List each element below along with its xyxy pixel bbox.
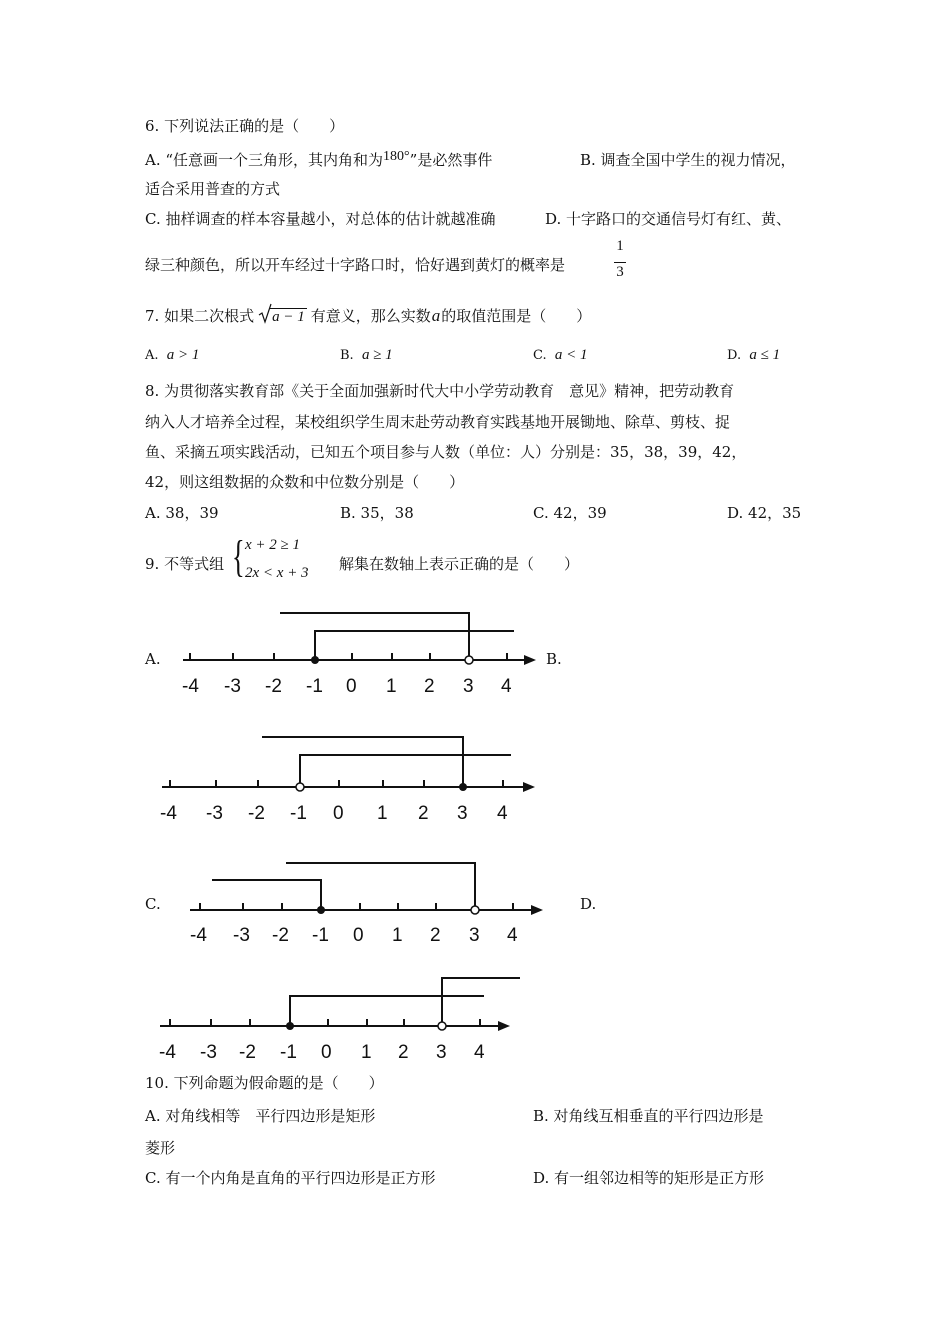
tick-label: -1 xyxy=(306,676,323,697)
q9-label-d: D. xyxy=(580,895,597,913)
solution-bracket-left xyxy=(290,996,484,1026)
q8-line4: 42，则这组数据的众数和中位数分别是（ ） xyxy=(145,473,465,491)
tick-label: 0 xyxy=(346,676,357,697)
tick-label: -2 xyxy=(248,803,265,824)
q6-option-d-line1: D. 十字路口的交通信号灯有红、黄、 xyxy=(545,210,792,228)
q10-option-b-line1: B. 对角线互相垂直的平行四边形是 xyxy=(533,1107,764,1125)
q7-option-a-expr: a > 1 xyxy=(166,347,200,363)
sqrt-radicand: a − 1 xyxy=(272,309,305,325)
q7-option-d-label: D. xyxy=(727,348,742,363)
q6-option-c: C. 抽样调查的样本容量越小，对总体的估计就越准确 xyxy=(145,210,496,228)
q7-variable: a xyxy=(431,306,441,325)
q6-stem: 6. 下列说法正确的是（ ） xyxy=(145,117,345,135)
tick-label: -4 xyxy=(182,676,199,697)
tick-label: -2 xyxy=(239,1042,256,1063)
q6-option-b-line2: 适合采用普查的方式 xyxy=(145,180,281,198)
q7-option-c-expr: a < 1 xyxy=(554,347,588,363)
q8-line2: 纳入人才培养全过程，某校组织学生周末赴劳动教育实践基地开展锄地、除草、剪枝、捉 xyxy=(145,413,731,431)
q9-inequality-1: x + 2 ≥ 1 xyxy=(245,537,301,553)
tick-label: 1 xyxy=(392,925,403,946)
q6-option-d-line2: 绿三种颜色，所以开车经过十字路口时，恰好遇到黄灯的概率是 xyxy=(145,256,566,274)
tick-label: 1 xyxy=(386,676,397,697)
tick-label: 4 xyxy=(497,803,508,824)
left-brace: { xyxy=(232,532,245,581)
q10-option-a: A. 对角线相等 平行四边形是矩形 xyxy=(145,1107,376,1125)
q6-option-a-text2: ”是必然事件 xyxy=(409,151,493,169)
tick-label: 4 xyxy=(501,676,512,697)
q9-inequality-2: 2x < x + 3 xyxy=(245,565,309,581)
axis-arrow-icon xyxy=(498,1021,510,1031)
q10-option-c: C. 有一个内角是直角的平行四边形是正方形 xyxy=(145,1169,436,1187)
tick-label: 1 xyxy=(361,1042,372,1063)
q10-option-d: D. 有一组邻边相等的矩形是正方形 xyxy=(533,1169,765,1187)
q9-stem-text2: 解集在数轴上表示正确的是（ ） xyxy=(339,555,580,573)
tick-label: -4 xyxy=(190,925,207,946)
tick-label: -4 xyxy=(160,803,177,824)
q7-stem-text3: 的取值范围是（ ） xyxy=(441,307,592,325)
tick-label: 3 xyxy=(457,803,468,824)
tick-label: -1 xyxy=(290,803,307,824)
tick-label: -3 xyxy=(224,676,241,697)
tick-marks xyxy=(170,1019,480,1026)
tick-label: -2 xyxy=(272,925,289,946)
q6-option-a-text1: A. “任意画一个三角形，其内角和为 xyxy=(145,151,384,169)
q7-stem-text2: 有意义，那么实数 xyxy=(310,307,431,325)
tick-label: 2 xyxy=(424,676,435,697)
tick-label: 3 xyxy=(469,925,480,946)
tick-label: -3 xyxy=(233,925,250,946)
q8-line3: 鱼、采摘五项实践活动，已知五个项目参与人数（单位：人）分别是：35，38，39，42， xyxy=(145,443,747,461)
q7-option-d-expr: a ≤ 1 xyxy=(749,347,781,363)
closed-endpoint xyxy=(286,1022,294,1030)
q8-option-c: C. 42，39 xyxy=(533,504,607,522)
solution-bracket-right xyxy=(442,978,520,1026)
q9-label-b: B. xyxy=(546,650,562,668)
q7-option-a-label: A. xyxy=(145,348,159,363)
fraction-denominator: 3 xyxy=(616,264,624,280)
tick-label: 4 xyxy=(507,925,518,946)
q7-option-b-label: B. xyxy=(340,348,354,363)
fraction-numerator: 1 xyxy=(616,238,624,254)
tick-label: 3 xyxy=(463,676,474,697)
tick-label: -1 xyxy=(312,925,329,946)
q6-option-a-math: 180° xyxy=(383,149,410,164)
q7-stem-text1: 7. 如果二次根式 xyxy=(145,307,255,325)
tick-label: -4 xyxy=(159,1042,176,1063)
q9-stem-text1: 9. 不等式组 xyxy=(145,555,225,573)
q8-option-b: B. 35，38 xyxy=(340,504,414,522)
tick-label: 0 xyxy=(321,1042,332,1063)
q10-stem: 10. 下列命题为假命题的是（ ） xyxy=(145,1074,384,1092)
tick-label: 2 xyxy=(430,925,441,946)
open-endpoint xyxy=(438,1022,446,1030)
tick-label: 4 xyxy=(474,1042,485,1063)
tick-label: 1 xyxy=(377,803,388,824)
tick-label: 0 xyxy=(353,925,364,946)
q6-option-b-line1: B. 调查全国中学生的视力情况， xyxy=(580,151,796,169)
tick-label: -3 xyxy=(206,803,223,824)
q7-option-b-expr: a ≥ 1 xyxy=(361,347,393,363)
tick-label: 3 xyxy=(436,1042,447,1063)
tick-label: 0 xyxy=(333,803,344,824)
q9-label-c: C. xyxy=(145,895,161,913)
q8-line1: 8. 为贯彻落实教育部《关于全面加强新时代大中小学劳动教育 意见》精神，把劳动教育 xyxy=(145,382,735,400)
tick-label: 2 xyxy=(398,1042,409,1063)
q8-option-d: D. 42，35 xyxy=(727,504,802,522)
q7-option-c-label: C. xyxy=(533,348,547,363)
tick-label: -2 xyxy=(265,676,282,697)
tick-label: 2 xyxy=(418,803,429,824)
q10-option-b-line2: 菱形 xyxy=(145,1139,176,1157)
q8-option-a: A. 38，39 xyxy=(145,504,219,522)
tick-label: -3 xyxy=(200,1042,217,1063)
q9-label-a: A. xyxy=(145,650,161,668)
tick-label: -1 xyxy=(280,1042,297,1063)
